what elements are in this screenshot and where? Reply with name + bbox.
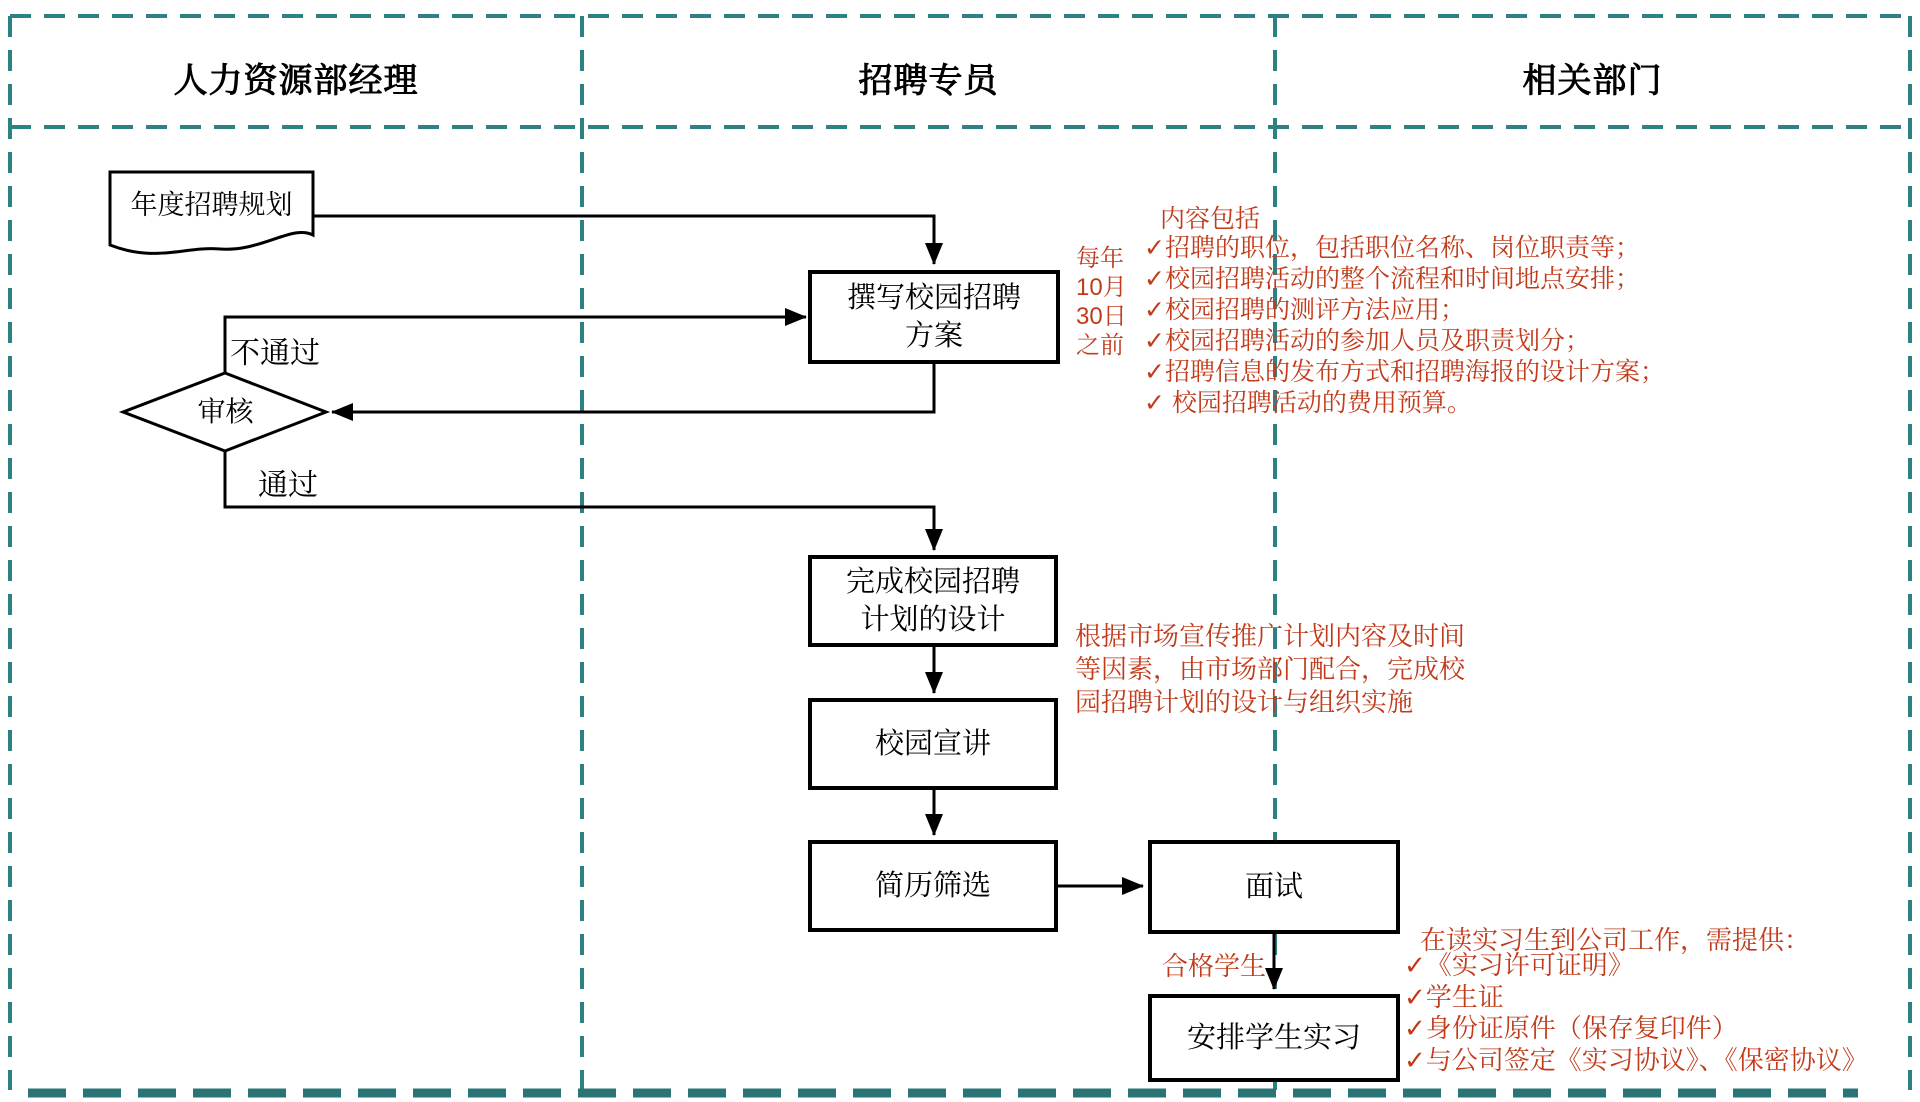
node-complete-design-line2: 计划的设计 [860, 604, 1006, 636]
node-interview: 面试 [1244, 871, 1303, 903]
edge-label-approve: 通过 [258, 469, 318, 502]
node-complete-design [810, 557, 1056, 645]
node-resume-screen: 简历筛选 [874, 870, 991, 902]
annotation-content-item: ✓招聘的职位，包括职位名称、岗位职责等； [1144, 234, 1640, 262]
annotation-deadline [1076, 244, 1127, 360]
annotation-deadline-line: 30日 [1076, 303, 1127, 330]
annotation-intern-item: ✓《实习许可证明》 [1404, 950, 1634, 980]
annotation-deadline-line: 10月 [1076, 274, 1127, 301]
edge-label-qualified: 合格学生 [1161, 951, 1266, 981]
annotation-content-item: ✓校园招聘活动的参加人员及职责划分； [1144, 327, 1590, 355]
annotation-deadline-line: 之前 [1076, 332, 1124, 359]
annotation-intern-list [1404, 950, 1868, 1076]
node-complete-design-line1: 完成校园招聘 [845, 566, 1020, 598]
annotation-content-item: ✓校园招聘活动的整个流程和时间地点安排； [1144, 265, 1640, 293]
node-review: 审核 [197, 396, 254, 427]
node-arrange-intern: 安排学生实习 [1186, 1022, 1361, 1054]
annotation-market-note-line: 根据市场宣传推广计划内容及时间 [1075, 621, 1466, 651]
node-write-plan-line2: 方案 [904, 320, 963, 352]
annotation-content-item: ✓校园招聘的测评方法应用； [1144, 296, 1465, 324]
annotation-intern-item: ✓身份证原件（保存复印件） [1404, 1013, 1738, 1043]
annotation-intern-item: ✓学生证 [1404, 981, 1504, 1012]
annotation-content-title: 内容包括 [1160, 205, 1261, 233]
annotation-intern-title: 在读实习生到公司工作，需提供： [1420, 925, 1811, 955]
annotation-deadline-line: 每年 [1076, 245, 1124, 272]
edge-writeplan-to-review [332, 362, 934, 412]
annotation-content-item: ✓ 校园招聘活动的费用预算。 [1144, 389, 1472, 417]
node-campus-talk: 校园宣讲 [874, 728, 991, 760]
edge-annualplan-to-writeplan [313, 216, 934, 264]
annotation-content-list [1144, 233, 1665, 419]
annotation-market-note-line: 等因素，由市场部门配合，完成校 [1075, 654, 1466, 684]
annotation-market-note-line: 园招聘计划的设计与组织实施 [1075, 687, 1414, 717]
node-annual-plan: 年度招聘规划 [130, 190, 293, 220]
node-write-plan [810, 272, 1058, 362]
annotation-intern-item: ✓与公司签定《实习协议》、《保密协议》 [1404, 1044, 1868, 1075]
node-write-plan-line1: 撰写校园招聘 [846, 282, 1021, 314]
edge-review-approve-to-design [225, 451, 934, 550]
annotation-content-item: ✓招聘信息的发布方式和招聘海报的设计方案； [1144, 358, 1665, 386]
lane-header-recruiter: 招聘专员 [858, 61, 999, 100]
lane-header-related-depts: 相关部门 [1522, 61, 1663, 100]
edge-label-reject: 不通过 [230, 337, 320, 370]
lane-header-hr-manager: 人力资源部经理 [173, 61, 419, 100]
annotation-market-note [1075, 620, 1465, 719]
